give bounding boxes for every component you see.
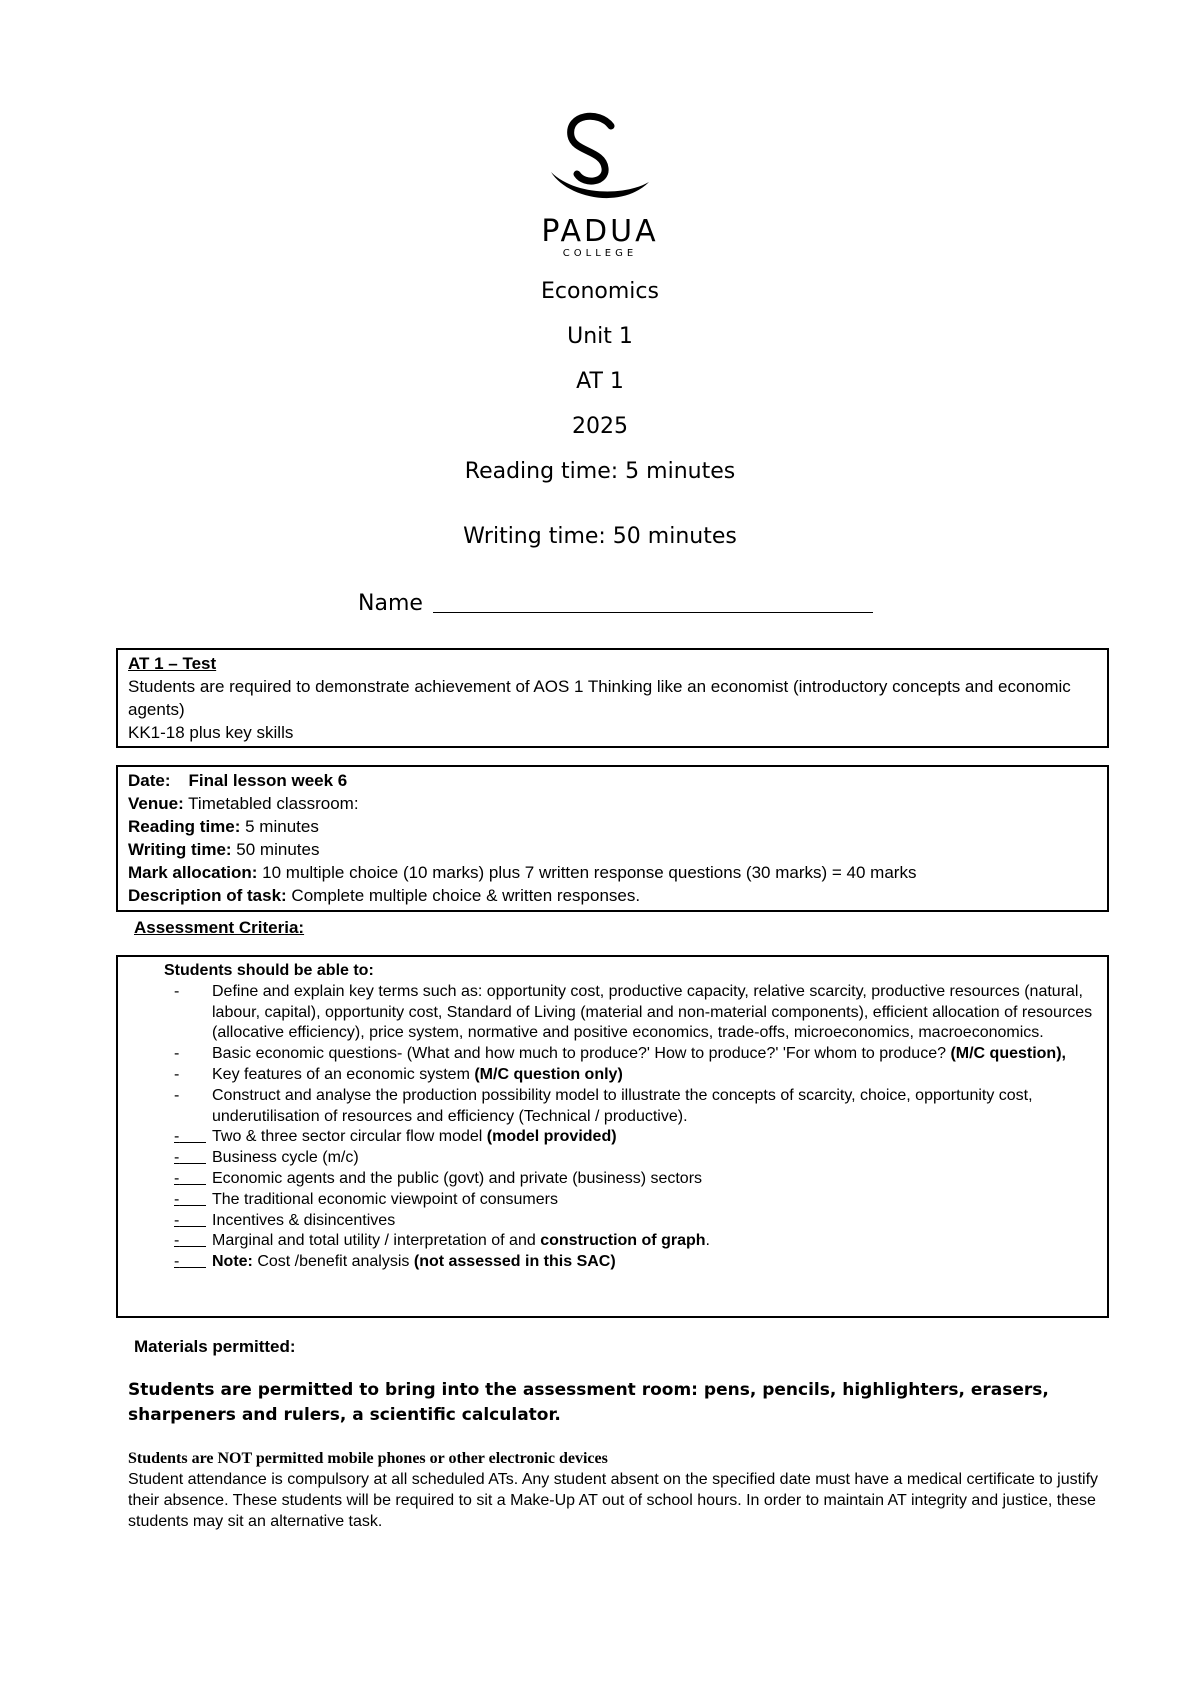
college-logo xyxy=(0,112,1200,260)
reading-time-title: Reading time: 5 minutes xyxy=(464,459,736,484)
at-box-description: Students are required to demonstrate achievement of AOS 1 Thinking like an economist (introductory concepts and economic agents) xyxy=(128,677,1071,719)
criteria-item xyxy=(128,1044,1097,1065)
not-permitted-text: Students are NOT permitted mobile phones or other electronic devices xyxy=(128,1450,608,1467)
criteria-item xyxy=(128,1127,1097,1148)
name-input-line[interactable] xyxy=(433,612,873,613)
assessment-criteria-label: Assessment Criteria: xyxy=(134,918,305,937)
at-summary-box xyxy=(116,648,1109,748)
subject-title: Economics xyxy=(541,279,659,304)
criteria-list xyxy=(128,982,1097,1273)
bullet-dash-icon: - xyxy=(174,1128,180,1146)
task-details-box xyxy=(116,765,1109,912)
bullet-dash-icon: - xyxy=(174,1253,180,1271)
criteria-item-tail: . xyxy=(705,1232,710,1250)
logo-subtitle: COLLEGE xyxy=(562,248,638,259)
bullet-dash-icon: - xyxy=(174,1190,180,1208)
criteria-item xyxy=(128,1211,1097,1232)
criteria-item-text: Business cycle (m/c) xyxy=(212,1149,359,1167)
criteria-item xyxy=(128,1148,1097,1169)
date-label: Date: xyxy=(128,771,171,790)
venue-row xyxy=(128,792,1097,815)
writing-label: Writing time: xyxy=(128,840,232,859)
bullet-dash-icon: - xyxy=(174,1065,180,1083)
criteria-item xyxy=(128,982,1097,1044)
criteria-heading: Students should be able to: xyxy=(164,962,374,979)
bullet-dash-icon: - xyxy=(174,1045,180,1063)
criteria-item-emphasis: (not assessed in this SAC) xyxy=(413,1253,616,1271)
bullet-dash-icon: - xyxy=(174,1149,180,1167)
criteria-item-text: The traditional economic viewpoint of consumers xyxy=(212,1190,558,1208)
criteria-item-text: Key features of an economic system xyxy=(212,1065,475,1083)
date-value: Final lesson week 6 xyxy=(188,771,348,790)
at-box-title: AT 1 – Test xyxy=(128,654,217,673)
criteria-item-text: Incentives & disincentives xyxy=(212,1211,396,1229)
criteria-item xyxy=(128,1086,1097,1128)
reading-label: Reading time: xyxy=(128,817,241,836)
writing-row xyxy=(128,838,1097,861)
mark-row xyxy=(128,861,1097,884)
criteria-item-emphasis: construction of graph xyxy=(540,1232,706,1250)
bullet-dash-icon: - xyxy=(174,1086,180,1104)
writing-time-title: Writing time: 50 minutes xyxy=(463,524,737,549)
reading-value: 5 minutes xyxy=(240,817,319,836)
writing-value: 50 minutes xyxy=(231,840,320,859)
criteria-item-emphasis: (model provided) xyxy=(486,1128,617,1146)
description-value: Complete multiple choice & written responses. xyxy=(286,886,641,905)
criteria-item-text: Define and explain key terms such as: opportunity cost, productive capacity, relative scarcity, productive resources (natural, labour, capital), opportunity cost, Standard of Living (material and non-material components), efficient allocation of resources (allocative efficiency), price system, normative and positive economics, trade-offs, microeconomics, macroeconomics. xyxy=(212,982,1093,1042)
bullet-dash-icon: - xyxy=(174,982,180,1000)
criteria-item-lead: Note: xyxy=(212,1253,253,1271)
criteria-item-text: Construct and analyse the production possibility model to illustrate the concepts of scarcity, choice, opportunity cost, underutilisation of resources and efficiency (Technical / productive). xyxy=(212,1086,1033,1125)
criteria-item-text: Basic economic questions- (What and how much to produce?' How to produce?' 'For whom to produce? xyxy=(212,1045,951,1063)
mark-label: Mark allocation: xyxy=(128,863,258,882)
mark-value: 10 multiple choice (10 marks) plus 7 written response questions (30 marks) = 40 marks xyxy=(257,863,917,882)
task-title: AT 1 xyxy=(576,369,624,394)
materials-label: Materials permitted: xyxy=(134,1337,296,1356)
criteria-item-text: Cost /benefit analysis xyxy=(252,1253,414,1271)
unit-title: Unit 1 xyxy=(567,324,633,349)
criteria-item xyxy=(128,1231,1097,1252)
criteria-item-emphasis: (M/C question), xyxy=(950,1045,1066,1063)
name-label: Name xyxy=(358,591,423,616)
criteria-box xyxy=(116,955,1109,1318)
criteria-item-text: Economic agents and the public (govt) and private (business) sectors xyxy=(212,1169,703,1187)
criteria-item xyxy=(128,1190,1097,1211)
criteria-item xyxy=(128,1169,1097,1190)
venue-label: Venue: xyxy=(128,794,184,813)
at-box-key-knowledge: KK1-18 plus key skills xyxy=(128,723,294,742)
criteria-item-emphasis: (M/C question only) xyxy=(474,1065,623,1083)
criteria-item-text: Two & three sector circular flow model xyxy=(212,1128,487,1146)
materials-permitted-text: Students are permitted to bring into the assessment room: pens, pencils, highlighters, erasers, sharpeners and rulers, a scientific calculator. xyxy=(128,1380,1049,1425)
reading-row xyxy=(128,815,1097,838)
attendance-text: Student attendance is compulsory at all scheduled ATs. Any student absent on the specified date must have a medical certificate to justify their absence. These students will be required to sit a Make-Up AT out of school hours. In order to maintain AT integrity and justice, these students may sit an alternative task. xyxy=(128,1471,1099,1530)
padua-emblem-icon xyxy=(545,112,655,212)
year-title: 2025 xyxy=(572,414,628,439)
date-row xyxy=(128,769,1097,792)
description-row xyxy=(128,884,1097,907)
bullet-dash-icon: - xyxy=(174,1211,180,1229)
logo-wordmark: PADUA xyxy=(541,214,659,249)
venue-value: Timetabled classroom: xyxy=(183,794,359,813)
criteria-item-text: Marginal and total utility / interpretation of and xyxy=(212,1232,541,1250)
criteria-item xyxy=(128,1065,1097,1086)
criteria-item xyxy=(128,1252,1097,1273)
bullet-dash-icon: - xyxy=(174,1169,180,1187)
bullet-dash-icon: - xyxy=(174,1232,180,1250)
description-label: Description of task: xyxy=(128,886,287,905)
